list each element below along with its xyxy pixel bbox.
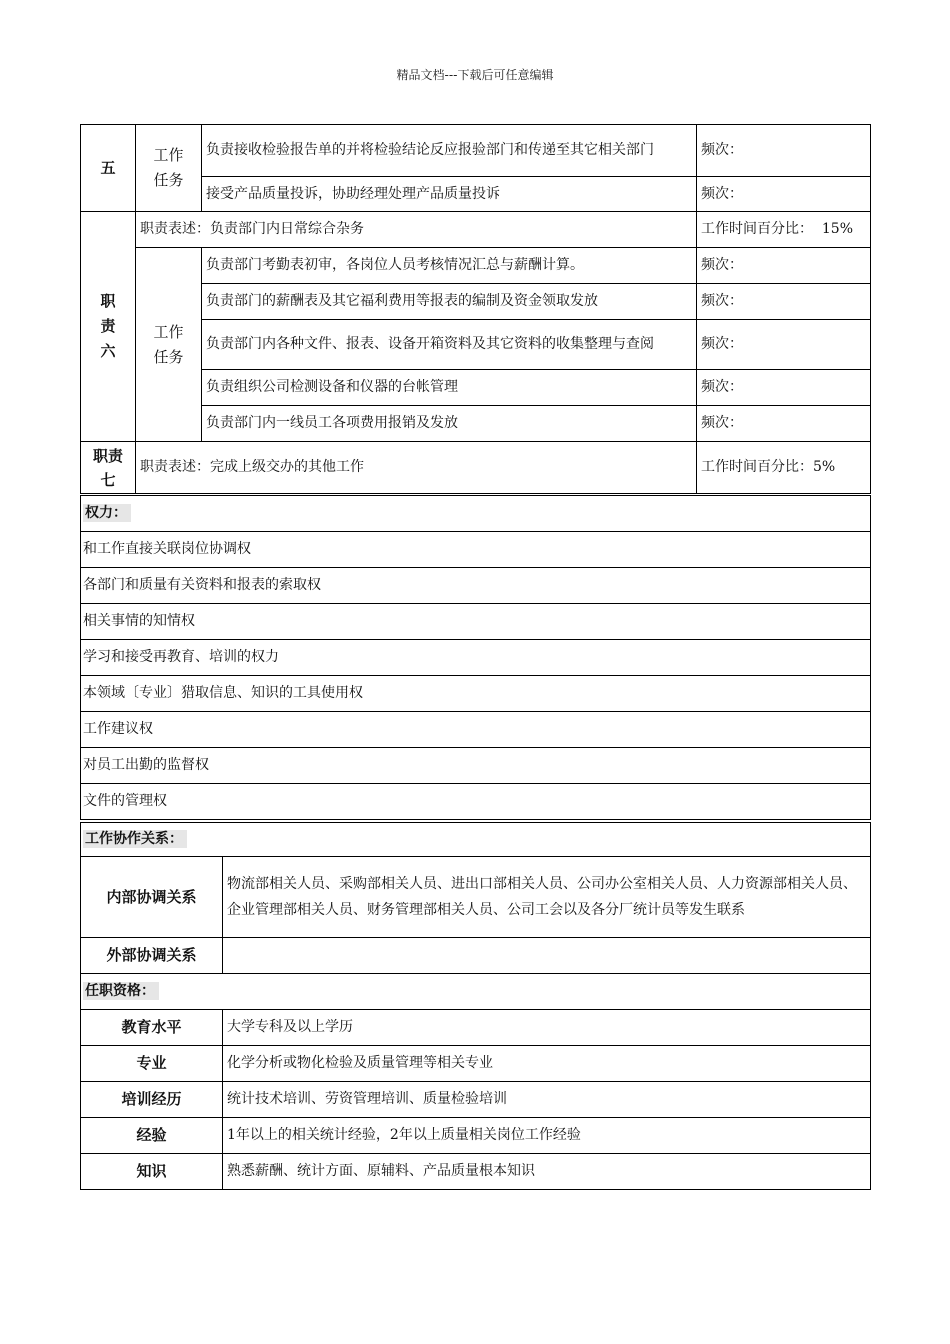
power-item: 本领域〔专业〕猎取信息、知识的工具使用权 xyxy=(81,676,871,712)
power-item: 和工作直接关联岗位协调权 xyxy=(81,532,871,568)
duty5-task-label: 工作 任务 xyxy=(136,125,202,212)
power-item: 对员工出勤的监督权 xyxy=(81,748,871,784)
duty6-label: 职 责 六 xyxy=(81,212,136,442)
qual-value-education: 大学专科及以上学历 xyxy=(223,1010,871,1046)
duty5-label: 五 xyxy=(81,125,136,212)
powers-title: 权力： xyxy=(83,504,131,522)
qual-value-major: 化学分析或物化检验及质量管理等相关专业 xyxy=(223,1046,871,1082)
power-item: 各部门和质量有关资料和报表的索取权 xyxy=(81,568,871,604)
powers-table xyxy=(80,495,871,820)
power-item: 学习和接受再教育、培训的权力 xyxy=(81,640,871,676)
qual-label-education: 教育水平 xyxy=(81,1010,223,1046)
internal-relations-label: 内部协调关系 xyxy=(81,857,223,938)
duty6-task-3: 负责部门内各种文件、报表、设备开箱资料及其它资料的收集整理与查阅 xyxy=(202,320,697,370)
duty6-freq-2: 频次： xyxy=(697,284,871,320)
qual-value-knowledge: 熟悉薪酬、统计方面、原辅料、产品质量根本知识 xyxy=(223,1154,871,1190)
qual-label-knowledge: 知识 xyxy=(81,1154,223,1190)
page-header: 精品文档---下载后可任意编辑 xyxy=(396,68,554,82)
duty6-task-4: 负责组织公司检测设备和仪器的台帐管理 xyxy=(202,370,697,406)
power-item: 相关事情的知情权 xyxy=(81,604,871,640)
duty6-task-1: 负责部门考勤表初审，各岗位人员考核情况汇总与薪酬计算。 xyxy=(202,248,697,284)
power-item: 工作建议权 xyxy=(81,712,871,748)
duty5-freq-1: 频次： xyxy=(697,125,871,177)
duty6-freq-3: 频次： xyxy=(697,320,871,370)
duty7-label: 职责 七 xyxy=(81,442,136,494)
qual-value-training: 统计技术培训、劳资管理培训、质量检验培训 xyxy=(223,1082,871,1118)
qual-value-experience: 1年以上的相关统计经验，2年以上质量相关岗位工作经验 xyxy=(223,1118,871,1154)
qualifications-title: 任职资格： xyxy=(83,982,159,1000)
qual-label-experience: 经验 xyxy=(81,1118,223,1154)
duty6-freq-5: 频次： xyxy=(697,406,871,442)
relations-title: 工作协作关系： xyxy=(83,830,187,848)
duty5-freq-2: 频次： xyxy=(697,177,871,212)
qual-label-major: 专业 xyxy=(81,1046,223,1082)
duty6-freq-1: 频次： xyxy=(697,248,871,284)
duty6-task-5: 负责部门内一线员工各项费用报销及发放 xyxy=(202,406,697,442)
power-item: 文件的管理权 xyxy=(81,784,871,820)
internal-relations-text: 物流部相关人员、采购部相关人员、进出口部相关人员、公司办公室相关人员、人力资源部相关人员、企业管理部相关人员、财务管理部相关人员、公司工会以及各分厂统计员等发生联系 xyxy=(223,857,871,938)
duty7-time-pct: 工作时间百分比：5% xyxy=(697,442,871,494)
qualifications-table xyxy=(80,973,871,1190)
qual-label-training: 培训经历 xyxy=(81,1082,223,1118)
duty6-task-label: 工作 任务 xyxy=(136,248,202,442)
external-relations-text xyxy=(223,938,871,974)
duties-table xyxy=(80,124,871,494)
duty6-time-pct: 工作时间百分比： 15% xyxy=(697,212,871,248)
external-relations-label: 外部协调关系 xyxy=(81,938,223,974)
duty6-statement: 职责表述：负责部门内日常综合杂务 xyxy=(136,212,697,248)
duty6-task-2: 负责部门的薪酬表及其它福利费用等报表的编制及资金领取发放 xyxy=(202,284,697,320)
relations-table xyxy=(80,822,871,974)
duty5-task-2: 接受产品质量投诉，协助经理处理产品质量投诉 xyxy=(202,177,697,212)
duty7-statement: 职责表述：完成上级交办的其他工作 xyxy=(136,442,697,494)
duty5-task-1: 负责接收检验报告单的并将检验结论反应报验部门和传递至其它相关部门 xyxy=(202,125,697,177)
duty6-freq-4: 频次： xyxy=(697,370,871,406)
